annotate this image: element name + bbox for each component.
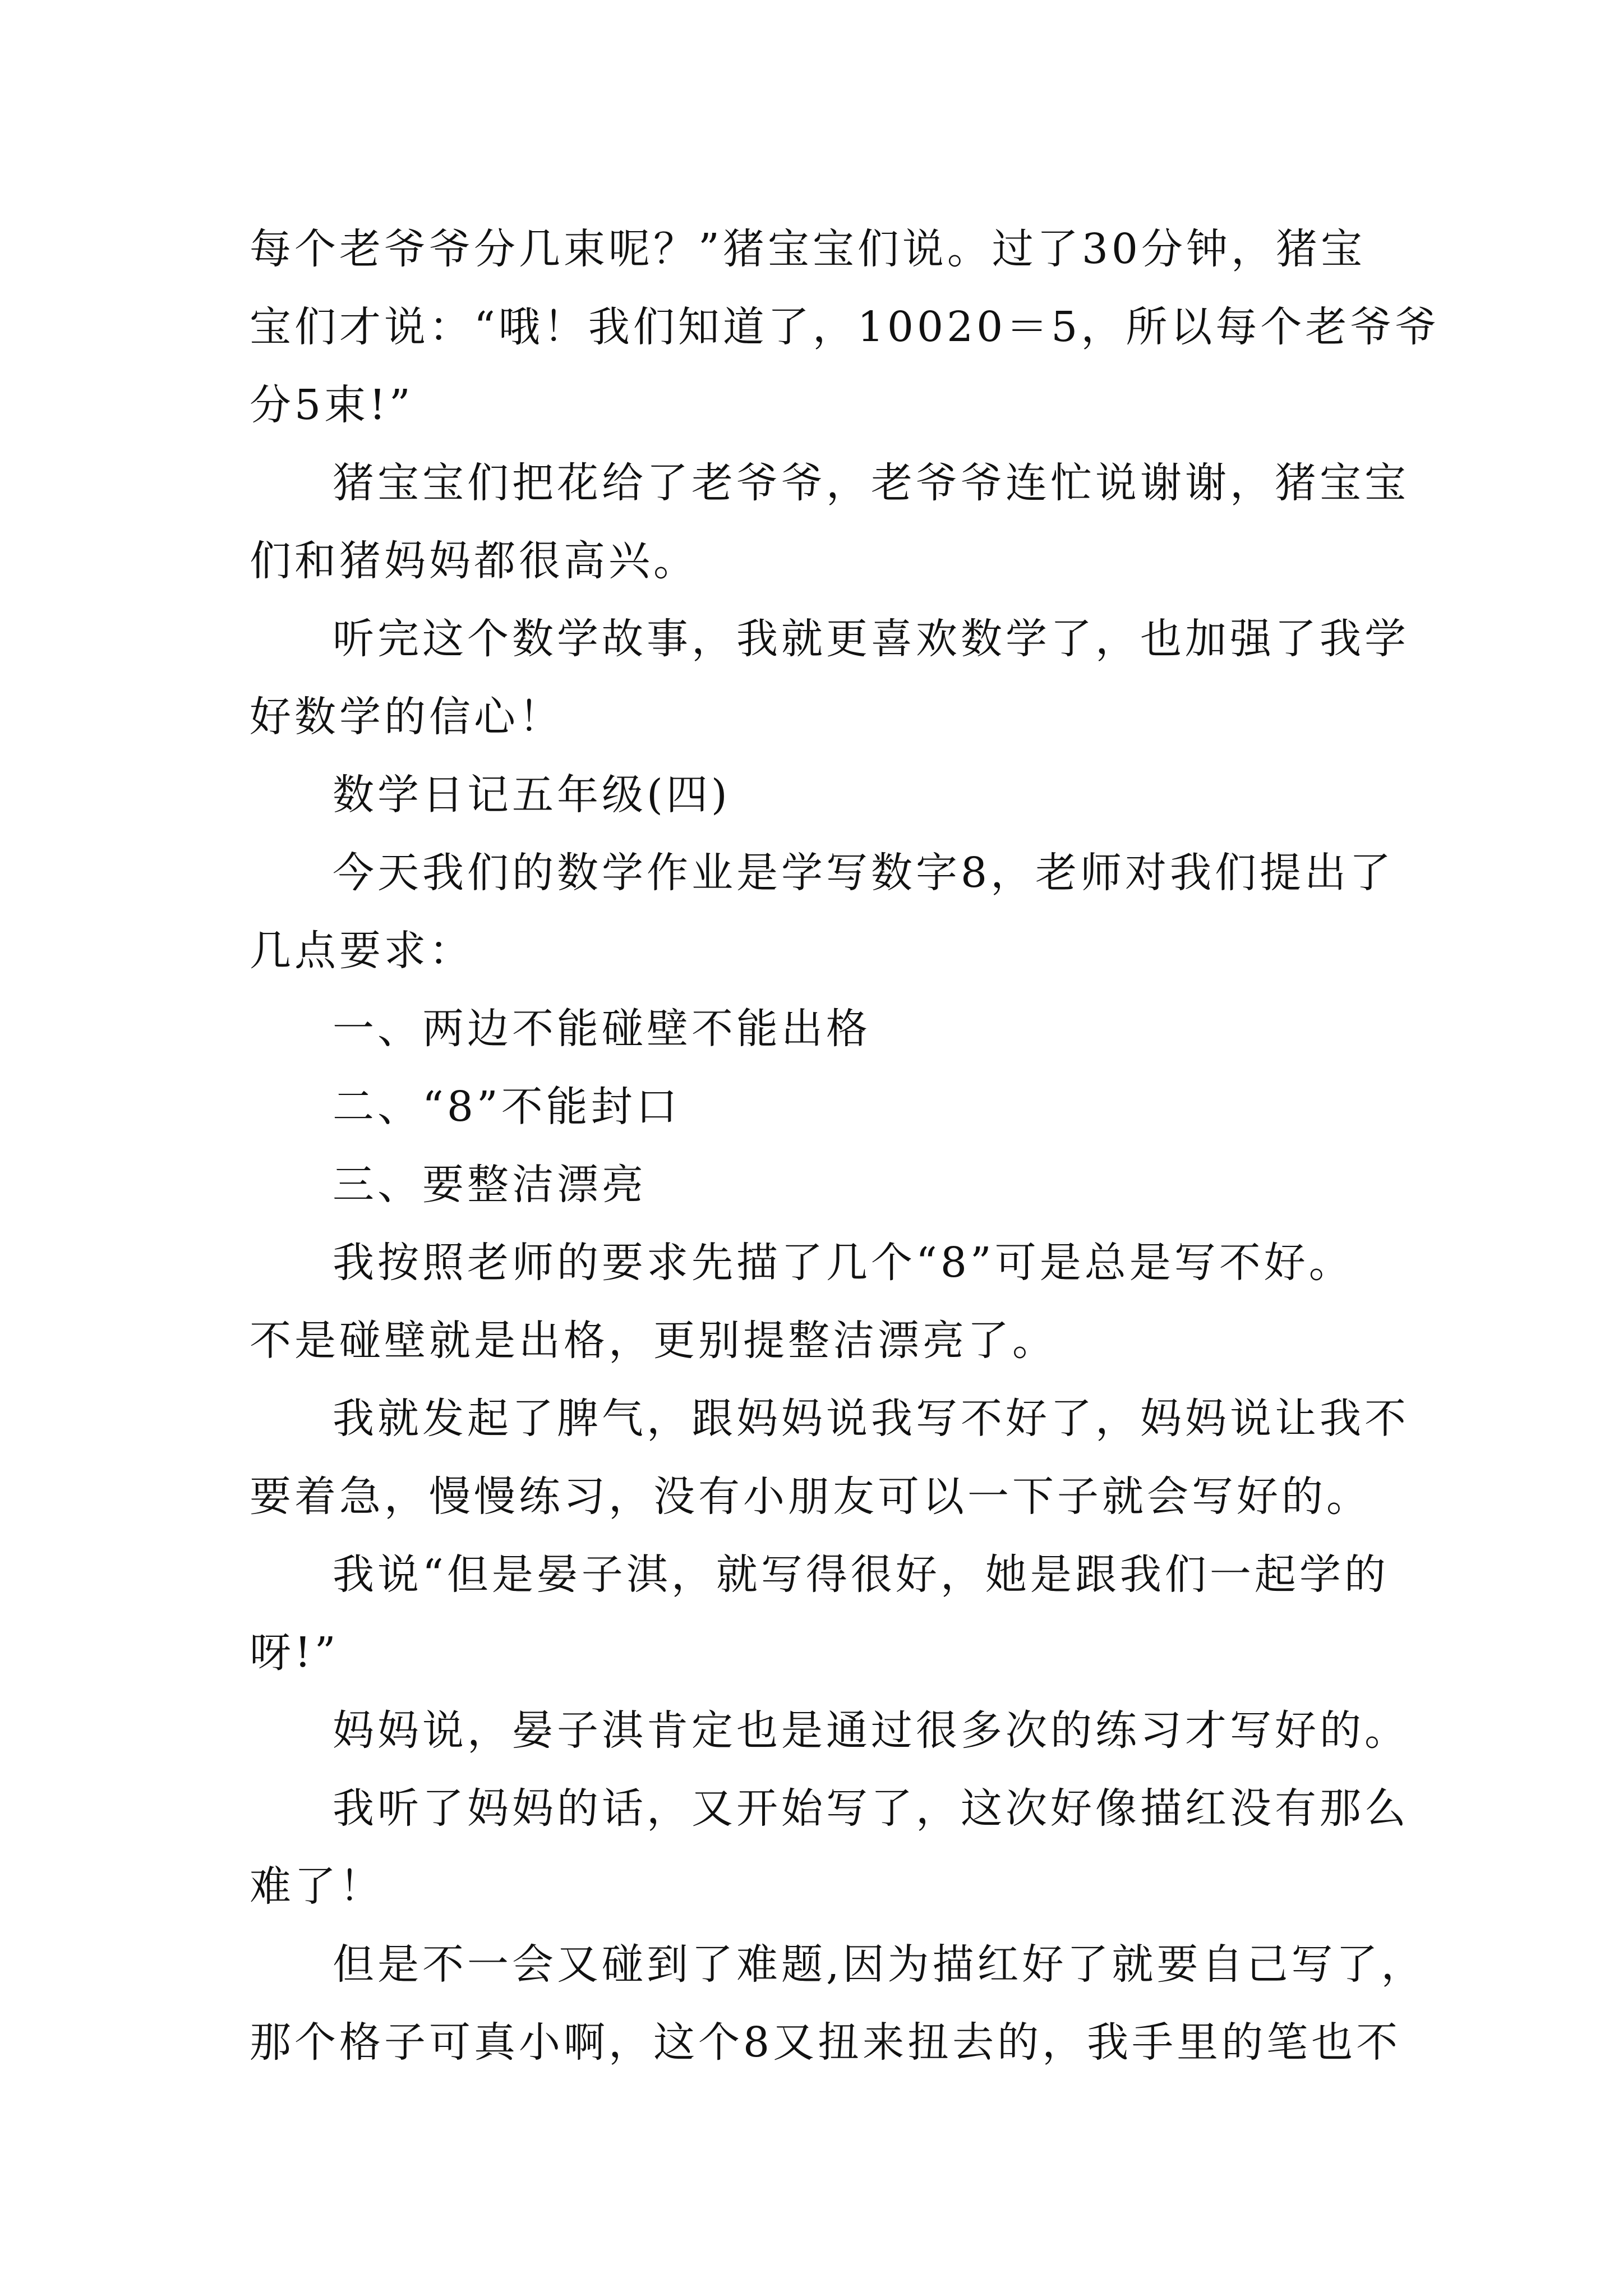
text-line: 要着急，慢慢练习，没有小朋友可以一下子就会写好的。 xyxy=(250,1473,1371,1521)
text-line: 难了！ xyxy=(250,1862,384,1911)
paragraph-difficulty-cont xyxy=(250,2004,1401,2082)
paragraph-flowers xyxy=(250,444,1409,522)
text-line: 听完这个数学故事，我就更喜欢数学了，也加强了我学 xyxy=(333,615,1409,663)
paragraph-flowers-cont xyxy=(250,522,1382,600)
paragraph-homework xyxy=(250,834,1395,912)
paragraph-difficulty xyxy=(250,1926,1426,2004)
text-line: 我就发起了脾气，跟妈妈说我写不好了，妈妈说让我不 xyxy=(333,1395,1409,1443)
paragraph-temper-cont xyxy=(250,1458,1382,1536)
requirement-item xyxy=(250,1146,1382,1224)
text-line: 们和猪妈妈都很高兴。 xyxy=(250,537,698,585)
paragraph-try-again xyxy=(250,1770,1409,1848)
text-line: 分5束!” xyxy=(250,381,414,429)
document-body xyxy=(250,210,1440,2082)
requirement-item xyxy=(250,990,1382,1068)
text-line: 但是不一会又碰到了难题,因为描红好了就要自己写了， xyxy=(333,1940,1426,1989)
text-line: 我按照老师的要求先描了几个“8”可是总是写不好。 xyxy=(333,1239,1354,1287)
text-line: 那个格子可真小啊，这个8又扭来扭去的，我手里的笔也不 xyxy=(250,2018,1401,2067)
paragraph-story-ending xyxy=(250,210,1440,444)
paragraph-temper xyxy=(250,1380,1409,1458)
paragraph-homework-cont xyxy=(250,912,1382,990)
requirement-item xyxy=(250,1068,1382,1146)
text-line: 数学日记五年级(四) xyxy=(333,771,731,819)
text-line: 三、要整洁漂亮 xyxy=(333,1161,647,1209)
paragraph-classmate-cont xyxy=(250,1614,1382,1692)
paragraph-mom-reply xyxy=(250,1692,1409,1770)
text-line: 猪宝宝们把花给了老爷爷，老爷爷连忙说谢谢，猪宝宝 xyxy=(333,459,1409,507)
text-line: 今天我们的数学作业是学写数字8，老师对我们提出了 xyxy=(333,849,1395,897)
text-line: 我说“但是晏子淇，就写得很好，她是跟我们一起学的 xyxy=(333,1550,1389,1599)
text-line: 不是碰壁就是出格，更别提整洁漂亮了。 xyxy=(250,1317,1057,1365)
text-line: 宝们才说：“哦！我们知道了，10020＝5，所以每个老爷爷 xyxy=(250,303,1440,351)
text-line: 我听了妈妈的话，又开始写了，这次好像描红没有那么 xyxy=(333,1784,1409,1833)
paragraph-tracing-cont xyxy=(250,1302,1382,1380)
paragraph-conclusion-cont xyxy=(250,678,1382,756)
paragraph-try-again-cont xyxy=(250,1848,1382,1926)
text-line: 一、两边不能碰壁不能出格 xyxy=(333,1005,871,1053)
paragraph-conclusion xyxy=(250,600,1409,678)
text-line: 呀!” xyxy=(250,1628,339,1677)
text-line: 好数学的信心！ xyxy=(250,693,564,741)
text-line: 几点要求： xyxy=(250,927,474,975)
paragraph-classmate xyxy=(250,1536,1389,1614)
text-line: 每个老爷爷分几束呢？”猪宝宝们说。过了30分钟，猪宝 xyxy=(250,225,1366,273)
text-line: 二、“8”不能封口 xyxy=(333,1083,681,1131)
paragraph-tracing xyxy=(250,1224,1382,1302)
text-line: 妈妈说，晏子淇肯定也是通过很多次的练习才写好的。 xyxy=(333,1706,1409,1755)
section-heading xyxy=(250,756,1382,834)
